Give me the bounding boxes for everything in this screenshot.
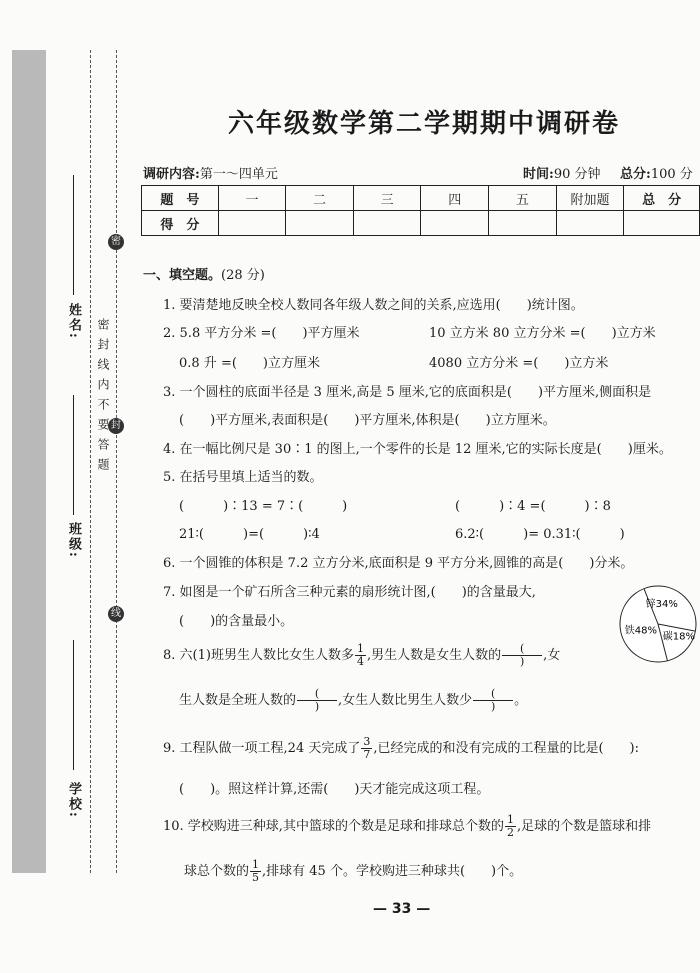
blank-numerator: ( (297, 688, 337, 701)
q8b-text-1: 生人数是全班人数的 (179, 693, 297, 708)
score-row-label: 得 分 (142, 211, 219, 236)
q9a-text-2: ,已经完成的和没有完成的工程量的比是( ): (373, 741, 639, 756)
school-fill-line[interactable] (73, 640, 74, 770)
header-cell-3: 三 (353, 186, 421, 211)
question-2a: 2. 5.8 平方分米 =( )平方厘米 (163, 326, 360, 341)
cut-line-inner (116, 50, 117, 873)
score-label: 总分: (620, 167, 651, 182)
question-2b: 10 立方米 80 立方分米 =( )立方米 (429, 326, 656, 341)
page-number: — 33 — (373, 901, 431, 917)
q9-fraction (361, 736, 372, 761)
pie-slice-label: 碳18% (662, 631, 696, 643)
school-label: 学校: (66, 782, 81, 819)
question-5d: 6.2∶( )= 0.31∶( ) (455, 527, 625, 542)
pie-slice-label: 锌34% (645, 599, 678, 611)
seal-feng: 封 (108, 418, 124, 434)
content-range (143, 163, 278, 182)
cut-line-outer (90, 50, 91, 873)
q8-blank-fraction-1[interactable] (502, 643, 542, 668)
blank-denominator: ) (519, 655, 525, 668)
blank-numerator: ( (502, 643, 542, 656)
score-value: 100 分 (650, 167, 693, 182)
q10b-text-2: ,排球有 45 个。学校购进三种球共( )个。 (262, 864, 523, 879)
score-table-header-row (142, 186, 700, 211)
header-cell-1: 一 (218, 186, 286, 211)
score-table-score-row (142, 211, 700, 236)
question-9a (163, 736, 639, 761)
seal-mi: 密 (108, 234, 124, 250)
q10b-text-1: 球总个数的 (184, 864, 250, 879)
exam-title: 六年级数学第二学期期中调研卷 (228, 109, 621, 139)
q8-frac-numerator: 1 (356, 642, 364, 655)
question-6: 6. 一个圆锥的体积是 7.2 立方分米,底面积是 9 平方分米,圆锥的高是( )分米。 (163, 556, 634, 571)
header-cell-2: 二 (286, 186, 354, 211)
seal-xian: 线 (108, 606, 124, 622)
score-table (141, 185, 700, 236)
question-4: 4. 在一幅比例尺是 30∶1 的图上,一个零件的长是 12 厘米,它的实际长度是( )厘米。 (163, 442, 672, 457)
q8-fraction (355, 643, 366, 668)
question-5b: ( )∶4 =( )∶8 (455, 499, 611, 514)
question-7a: 7. 如图是一个矿石所含三种元素的扇形统计图,( )的含量最大, (163, 585, 536, 600)
q10-fraction-1 (505, 814, 516, 839)
q9-frac-denominator: 7 (363, 748, 371, 761)
q10-fraction-2 (250, 859, 261, 884)
q8b-text-3: 。 (514, 693, 528, 708)
q8-blank-fraction-2[interactable] (297, 688, 337, 713)
question-9b: ( )。照这样计算,还需( )天才能完成这项工程。 (179, 782, 490, 797)
question-5a: ( )∶13 = 7∶( ) (179, 499, 348, 514)
q10a-text-1: 10. 学校购进三种球,其中篮球的个数是足球和排球总个数的 (163, 819, 504, 834)
question-2d: 4080 立方分米 =( )立方米 (429, 356, 609, 371)
question-5c: 21∶( )=( )∶4 (179, 527, 320, 542)
binding-band (12, 50, 46, 873)
pie-slice-label: 铁48% (624, 625, 658, 637)
content-label: 调研内容: (143, 167, 200, 182)
q8-blank-fraction-3[interactable] (473, 688, 513, 713)
q8-frac-denominator: 4 (356, 655, 364, 668)
header-cell-total: 总 分 (624, 186, 700, 211)
question-5: 5. 在括号里填上适当的数。 (163, 470, 323, 485)
name-label: 姓名: (66, 303, 81, 340)
exam-time (523, 163, 601, 182)
score-cell-4[interactable] (421, 211, 489, 236)
question-2c: 0.8 升 =( )立方厘米 (179, 356, 320, 371)
q8a-text-3: ,女 (543, 648, 561, 663)
score-cell-1[interactable] (218, 211, 286, 236)
total-score (620, 163, 693, 182)
q10-frac1-numerator: 1 (506, 813, 514, 826)
q9-frac-numerator: 3 (363, 735, 371, 748)
question-8a (163, 643, 560, 668)
question-7b: ( )的含量最小。 (179, 614, 294, 629)
question-8b (179, 688, 527, 713)
question-10a (163, 814, 651, 839)
blank-denominator: ) (314, 700, 320, 713)
element-pie-chart (616, 582, 700, 666)
score-cell-total[interactable] (624, 211, 700, 236)
time-value: 90 分钟 (553, 167, 601, 182)
q8a-text-2: ,男生人数是女生人数的 (366, 648, 502, 663)
score-cell-bonus[interactable] (556, 211, 624, 236)
q10a-text-2: ,足球的个数是篮球和排 (516, 819, 652, 834)
q9a-text-1: 9. 工程队做一项工程,24 天完成了 (163, 741, 361, 756)
q10-frac2-numerator: 1 (252, 858, 260, 871)
header-cell-4: 四 (421, 186, 489, 211)
header-cell-5: 五 (489, 186, 557, 211)
score-cell-3[interactable] (353, 211, 421, 236)
score-cell-2[interactable] (286, 211, 354, 236)
blank-numerator: ( (473, 688, 513, 701)
q10-frac2-denominator: 5 (252, 871, 260, 884)
class-fill-line[interactable] (73, 395, 74, 515)
section-points: (28 分) (221, 268, 265, 283)
header-cell-bonus: 附加题 (556, 186, 624, 211)
class-label: 班级: (66, 522, 81, 559)
section-name: 一、填空题。 (143, 268, 222, 283)
content-value: 第一～四单元 (199, 167, 278, 182)
q8a-text-1: 8. 六(1)班男生人数比女生人数多 (163, 648, 354, 663)
question-1: 1. 要清楚地反映全校人数同各年级人数之间的关系,应选用( )统计图。 (163, 298, 584, 313)
q8b-text-2: ,女生人数比男生人数少 (338, 693, 473, 708)
header-cell-number: 题 号 (142, 186, 219, 211)
question-3a: 3. 一个圆柱的底面半径是 3 厘米,高是 5 厘米,它的底面积是( )平方厘米,侧面积是 (163, 385, 652, 400)
name-fill-line[interactable] (73, 175, 74, 295)
question-3b: ( )平方厘米,表面积是( )平方厘米,体积是( )立方厘米。 (179, 413, 556, 428)
time-label: 时间: (523, 167, 554, 182)
section-title (143, 264, 265, 283)
q10-frac1-denominator: 2 (506, 826, 514, 839)
score-cell-5[interactable] (489, 211, 557, 236)
blank-denominator: ) (491, 700, 496, 713)
seal-note: 密封线内不要答题 (96, 318, 110, 478)
question-10b (184, 859, 522, 884)
